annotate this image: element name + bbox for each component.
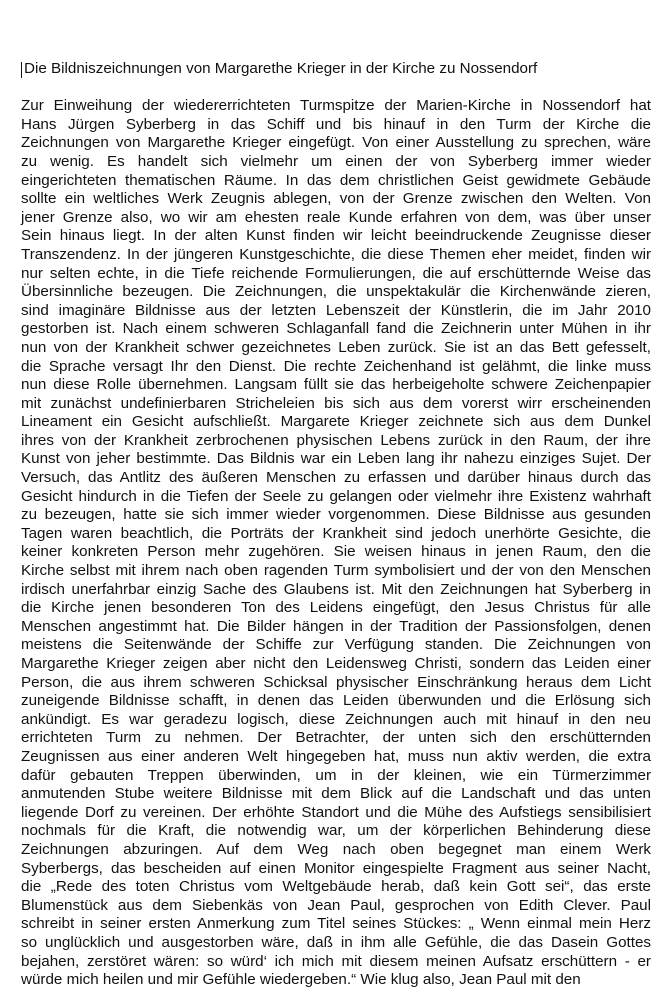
body-line: Lineament ein Gesicht aufschließt. Margarete Krieger zeichnete sich aus dem Dunkel <box>21 413 651 431</box>
body-line: zu wenig. Es handelt sich vielmehr um einen der von Syberberg immer wieder <box>21 152 651 170</box>
body-line: Versuch, das Antlitz des äußeren Menschen zu erfassen und darüber hinaus durch das <box>21 469 651 487</box>
body-line: Person, die aus ihrem schweren Schicksal physischer Einschränkung heraus dem Licht <box>21 673 651 691</box>
body-line: bejahen, zerstöret wären: so würd‘ ich mich mit diesem meinen Aufsatz erschüttern - er <box>21 952 651 970</box>
body-line: dafür gebauten Treppen überwinden, um in der kleinen, wie ein Türmerzimmer <box>21 766 651 784</box>
body-line: zuneigende Bildnisse schafft, in denen das Leiden überwunden und die Erlösung sich <box>21 692 651 710</box>
body-line: nun diese Rolle übernehmen. Langsam füllt sie das herbeigeholte schwere Zeichenpapier <box>21 376 651 394</box>
body-line: zu bezeugen, hatte sie sich immer wieder vorgenommen. Diese Bildnisse aus gesunden <box>21 506 651 524</box>
body-line: anmutenden Stube weitere Bildnisse mit dem Blick auf die Landschaft und das unten <box>21 785 651 803</box>
body-line: schreibt in seiner ersten Anmerkung zum Titel seines Stückes: „ Wenn einmal mein Herz <box>21 915 651 933</box>
text-cursor <box>21 62 22 78</box>
body-line: Tagen waren beachtlich, die Porträts der Krankheit sind jedoch unerhörte Gesichte, die <box>21 524 651 542</box>
body-line: irdisch unerfahrbar einzig Sache des Glaubens ist. Mit den Zeichnungen hat Syberberg in <box>21 580 651 598</box>
body-line: nur selten echte, in die Tiefe reichende Formulierungen, die auf erschütternde Weise das <box>21 264 651 282</box>
body-line: Sein hinaus liegt. In der alten Kunst finden wir leicht beeindruckende Zeugnisse dieser <box>21 227 651 245</box>
body-line: sollte ein weltliches Werk Zeugnis ablegen, von der Grenze zwischen den Welten. Von <box>21 190 651 208</box>
body-line: errichteten Turm zu nehmen. Der Betrachter, der unten sich den erschütternden <box>21 729 651 747</box>
body-line: keiner konkreten Person mehr zugehören. Sie weisen hinaus in jenen Raum, den die <box>21 543 651 561</box>
body-line: ihres von der Krankheit zerbrochenen physischen Lebens zurück in den Raum, der ihre <box>21 431 651 449</box>
body-line: die Kirche jenen besonderen Ton des Leidens eingefügt, den Jesus Christus für alle <box>21 599 651 617</box>
body-line: Zeichnungen abzuringen. Auf dem Weg nach oben begegnet man einem Werk <box>21 840 651 858</box>
body-line: Zeugnissen aus einer anderen Welt hingegeben hat, muss nun aktiv werden, die extra <box>21 747 651 765</box>
body-line: gestorben ist. Nach einem schweren Schlaganfall fand die Zeichnerin unter Mühen in ihr <box>21 320 651 338</box>
body-line: ankündigt. Es war geradezu logisch, diese Zeichnungen auch mit hinauf in den neu <box>21 710 651 728</box>
body-line: Zeichnungen von Margarethe Krieger eingefügt. Von einer Ausstellung zu sprechen, wäre <box>21 134 651 152</box>
body-line: die Sprache versagt Ihr den Dienst. Die rechte Zeichenhand ist gelähmt, die linke muss <box>21 357 651 375</box>
body-line: Menschen angestimmt hat. Die Bilder hängen in der Tradition der Passionsfolgen, denen <box>21 617 651 635</box>
body-line: Übersinnliche bezeugen. Die Zeichnungen, die unspektakulär die Kirchenwände zieren, <box>21 283 651 301</box>
body-line: nochmals für die Kraft, die notwendig war, um der körperlichen Behinderung diese <box>21 822 651 840</box>
body-line: Transzendenz. In der jüngeren Kunstgeschichte, die diese Themen eher meidet, finden wir <box>21 245 651 263</box>
body-line: liegende Dorf zu vereinen. Der erhöhte Standort und die Mühe des Aufstiegs sensibilisiert <box>21 803 651 821</box>
body-line: meistens die Seitenwände der Schiffe zur Verfügung standen. Die Zeichnungen von <box>21 636 651 654</box>
body-line: Zur Einweihung der wiedererrichteten Turmspitze der Marien-Kirche in Nossendorf hat <box>21 97 651 115</box>
body-line: nun von der Krankheit schwer gezeichnetes Leben zurück. Sie ist an das Bett gefesselt, <box>21 338 651 356</box>
document-title <box>21 60 651 79</box>
body-line: würde mich heilen und mir Gefühle wiedergeben.“ Wie klug also, Jean Paul mit den <box>21 971 581 989</box>
body-line: so unglücklich und ausgestorben wäre, daß in ihm alle Gefühle, die das Dasein Gottes <box>21 933 651 951</box>
body-line: Syberbergs, das bescheiden auf einen Monitor eingespielte Fragment aus seiner Nacht, <box>21 859 651 877</box>
body-line: Kirche selbst mit ihrem nach oben ragenden Turm symbolisiert und der von den Menschen <box>21 562 651 580</box>
body-line: Blumenstück aus dem Siebenkäs von Jean Paul, gesprochen von Edith Clever. Paul <box>21 896 651 914</box>
body-line: mit zunächst undefinierbaren Stricheleien bis sich aus dem vorerst wirr erscheinenden <box>21 394 651 412</box>
body-line: Margarethe Krieger zeigen aber nicht den Leidensweg Christi, sondern das Leiden einer <box>21 655 651 672</box>
body-line: Gesicht hindurch in die Tiefen der Seele zu gelangen oder vielmehr ihre Existenz wahrhaft <box>21 487 651 505</box>
body-line: Kunst von jeher bestimmte. Das Bildnis war ein Leben lang ihr nahezu einziges Sujet. Der <box>21 450 651 468</box>
document-page <box>21 60 651 990</box>
body-line: sind imaginäre Bildnisse aus der letzten Lebenszeit der Künstlerin, die im Jahr 2010 <box>21 301 651 319</box>
body-line: die „Rede des toten Christus vom Weltgebäude herab, daß kein Gott sei“, das erste <box>21 878 651 896</box>
document-body <box>21 97 651 990</box>
body-line: eingerichteten thematischen Räume. In das dem christlichen Geist gewidmete Gebäude <box>21 171 651 189</box>
body-line: jener Grenze also, wo wir am ehesten reale Kunde erfahren von dem, was über unser <box>21 208 651 226</box>
body-line: Hans Jürgen Syberberg in das Schiff und bis hinauf in den Turm der Kirche die <box>21 115 651 133</box>
document-title-text: Die Bildniszeichnungen von Margarethe Krieger in der Kirche zu Nossendorf <box>24 60 538 77</box>
